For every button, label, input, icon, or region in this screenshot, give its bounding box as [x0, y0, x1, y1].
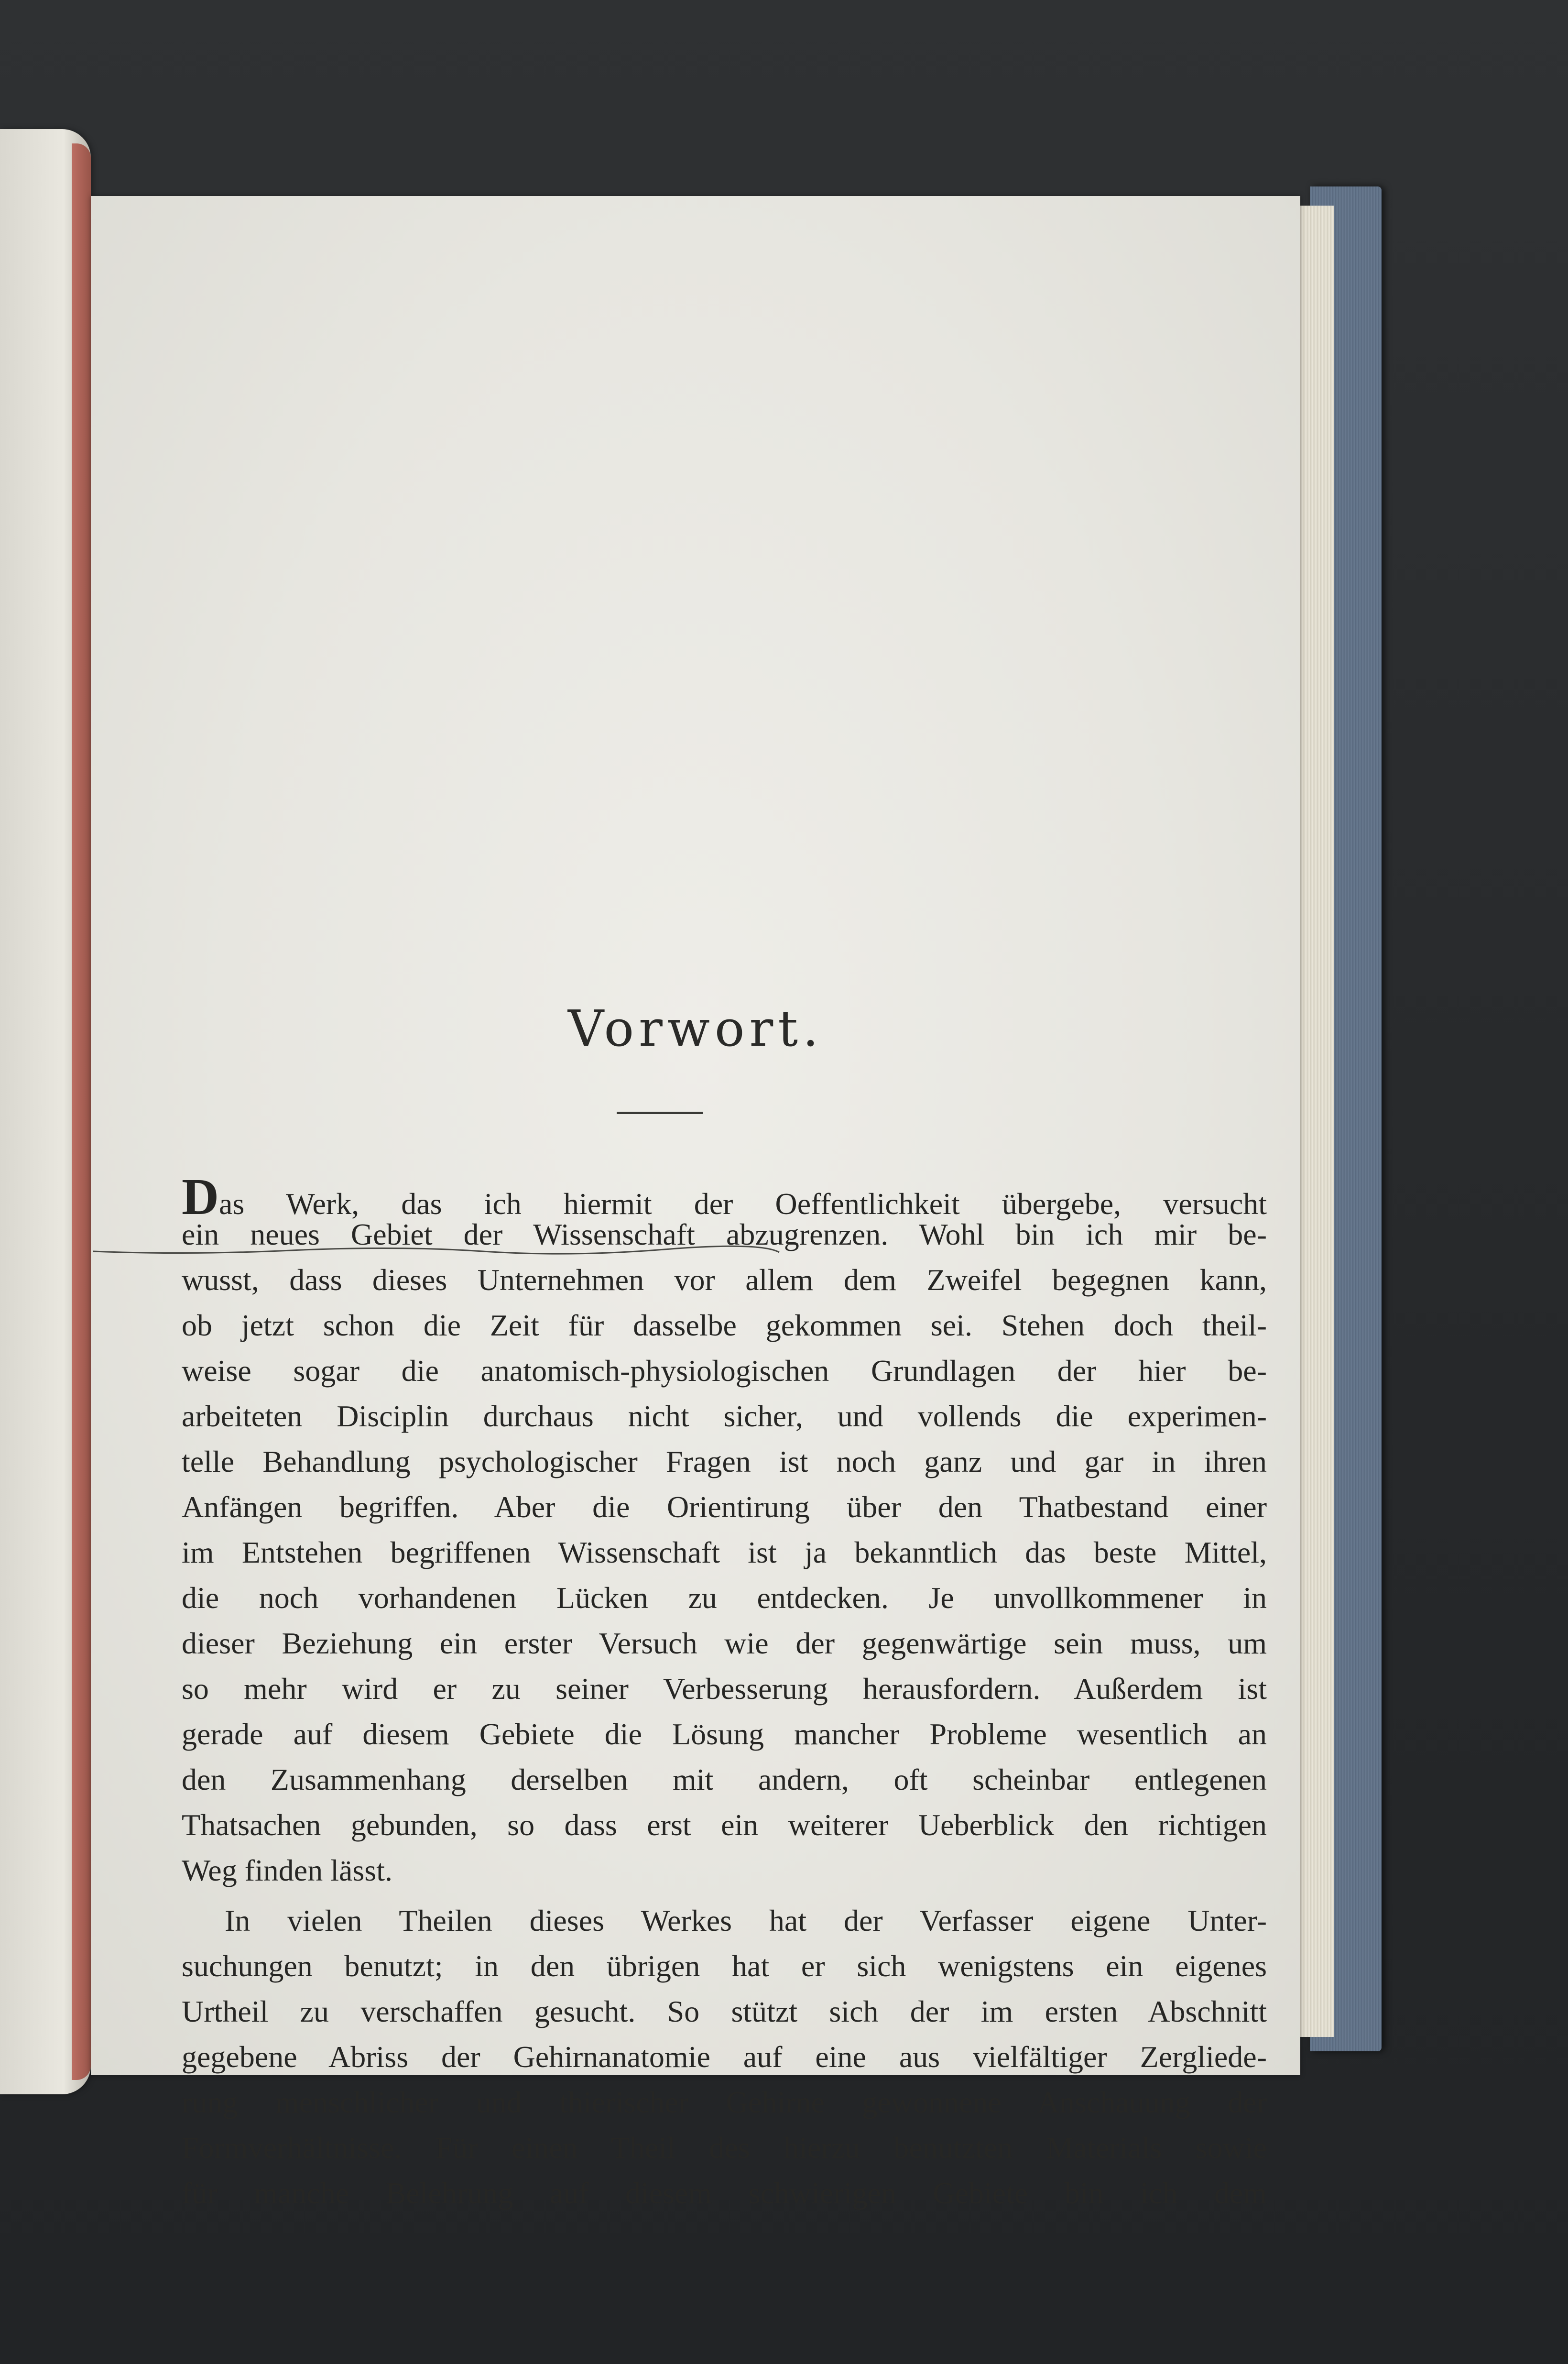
text-line: ein neues Gebiet der Wissenschaft abzugrenzen. Wohl bin ich mir be-: [182, 1217, 1267, 1251]
text-line: arbeiteten Disciplin durchaus nicht sicher, und vollends die experimen-: [182, 1399, 1267, 1433]
book-page: [91, 196, 1300, 2210]
left-page-red-edge: [72, 143, 91, 2080]
text-line: Anfängen begriffen. Aber die Orientirung über den Thatbestand einer: [182, 1490, 1267, 1524]
text-line: gerade auf diesem Gebiete die Lösung mancher Probleme wesentlich an: [182, 1717, 1267, 1751]
text-line: telle Behandlung psychologischer Fragen ist noch ganz und gar in ihren: [182, 1445, 1267, 1478]
text-line: für manche Belehrung auf diesem schwierigen Gebiete bin ich dem: [182, 2176, 1267, 2210]
text-line: wusst, dass dieses Unternehmen vor allem dem Zweifel begegnen kann,: [182, 1263, 1267, 1297]
text-line: Thatsachen gebunden, so dass erst ein weiterer Ueberblick den richtigen: [182, 1808, 1267, 1842]
text-line: dieser Beziehung ein erster Versuch wie der gegenwärtige sein muss, um: [182, 1626, 1267, 1660]
text-line: den Zusammenhang derselben mit andern, oft scheinbar entlegenen: [182, 1762, 1267, 1796]
text-line: die noch vorhandenen Lücken zu entdecken. Je unvollkommener in: [182, 1581, 1267, 1615]
drop-cap: D: [182, 1169, 219, 1226]
text-line: Weg finden lässt.: [182, 1853, 392, 1887]
text-line: Das Werk, das ich hiermit der Oeffentlichkeit übergebe, versucht: [182, 1169, 1267, 1226]
title-rule: [617, 1112, 703, 1114]
text-line: gegebene Abriss der Gehirnanatomie auf eine aus vielfältiger Zergliede-: [182, 2040, 1267, 2074]
text-line: suchungen benutzt; in den übrigen hat er sich wenigstens ein eigenes: [182, 1949, 1267, 1983]
page-title: Vorwort.: [567, 999, 824, 1058]
text-line: ob jetzt schon die Zeit für dasselbe gekommen sei. Stehen doch theil-: [182, 1308, 1267, 1342]
text-line: rung menschlicher und thierischer Gehirne gewonnene Anschauung der: [182, 2085, 1267, 2119]
text-line: so mehr wird er zu seiner Verbesserung herausfordern. Außerdem ist: [182, 1672, 1267, 1706]
text-line: im Entstehen begriffenen Wissenschaft ist ja bekanntlich das beste Mittel,: [182, 1535, 1267, 1569]
text-line: weise sogar die anatomisch-physiologischen Grundlagen der hier be-: [182, 1354, 1267, 1388]
text-line: Formverhältnisse. Für einen Theil des hierzu benutzten Materials sowie: [182, 2131, 1267, 2165]
text-line: In vielen Theilen dieses Werkes hat der Verfasser eigene Unter-: [225, 1904, 1267, 1937]
text-line: Urtheil zu verschaffen gesucht. So stützt sich der im ersten Abschnitt: [182, 1994, 1267, 2028]
